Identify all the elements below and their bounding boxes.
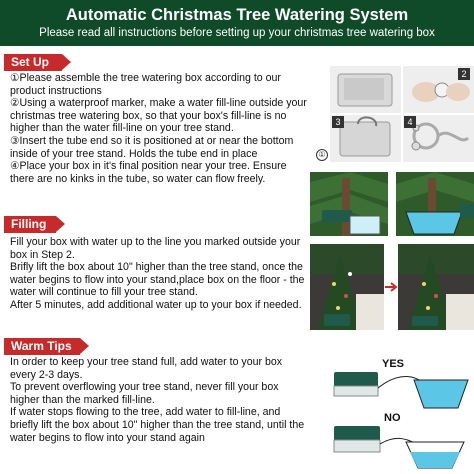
no-label: NO [384,412,401,424]
setup-step-1: ①Please assemble the tree watering box according to our product instructions [10,72,281,97]
filling-line-2: Brifly lift the box about 10" higher than the tree stand, once the water begins to flow into your stand,place box on the floor - the water will continue to fill your tree stand. [10,261,305,299]
filling-section-tag: Filling [4,216,56,233]
warm-tips-section-tag: Warm Tips [4,338,80,355]
living-room-photo-before [310,244,384,330]
grid-label-3: 3 [332,116,344,128]
arrow-right-icon [384,280,398,298]
living-room-photo-after [398,244,474,330]
filling-line-3: After 5 minutes, add additional water up to your box if needed. [10,298,302,311]
warm-tips-text [10,356,310,444]
step-marker-1: ① [316,149,328,161]
grid-label-2: 2 [458,68,470,80]
filling-line-1: Fill your box with water up to the line you marked outside your box in Step 2. [10,236,301,261]
page-subtitle: Please read all instructions before setting up your christmas tree watering box [39,27,435,39]
assembly-photo-grid [330,66,474,162]
filling-instructions [10,236,310,312]
setup-step-3: ③Insert the tube end so it is positioned at or near the bottom inside of your tree stand. Holds the tube end in place [10,134,294,160]
warm-tip-1: In order to keep your tree stand full, add water to your box every 2-3 days. [10,356,283,381]
setup-section-tag: Set Up [4,54,62,71]
setup-instructions [10,72,310,185]
warm-tip-2: To prevent overflowing your tree stand, never fill your box higher than the marked fill-line. [10,381,279,406]
yes-label: YES [382,358,405,370]
header-banner [0,0,474,46]
warm-tip-3: If water stops flowing to the tree, add water to fill-line, and briefly lift the box about 10" higher than the tree stand, until the water begins to flow into your stand again [10,406,305,444]
grid-label-4: 4 [404,116,416,128]
page-title: Automatic Christmas Tree Watering System [65,6,409,24]
setup-step-2: ②Using a waterproof marker, make a water fill-line outside your christmas tree watering box, so that your box's fill-line is no higher than the water fill-line on your tree stand. [10,97,307,135]
setup-step-4: ④Place your box in it's final position near your tree. Ensure there are no kinks in the tube, so water can flow freely. [10,160,287,185]
tree-stand-illustration [310,172,474,236]
